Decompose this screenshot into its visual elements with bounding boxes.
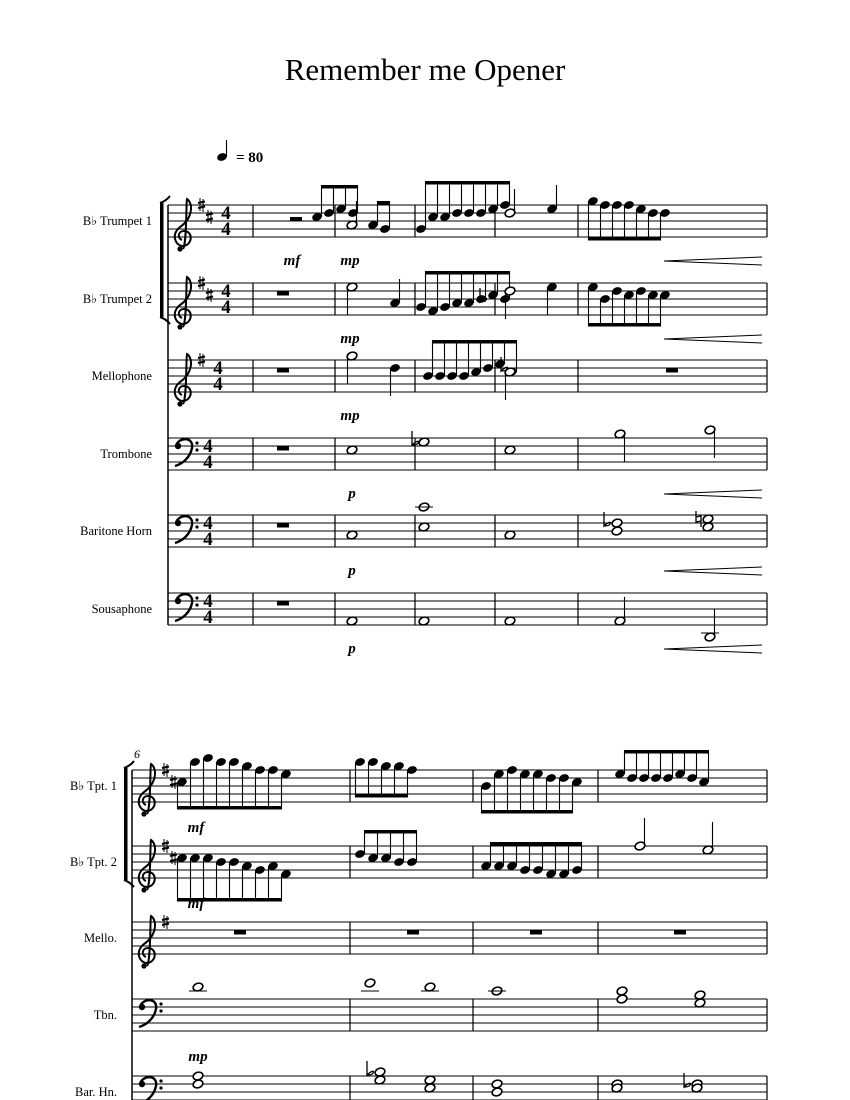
system-1 (80, 140, 767, 657)
time-signature (221, 281, 231, 318)
treble-clef-icon (175, 199, 191, 252)
whole-rest-icon (277, 446, 289, 451)
time-signature-denominator: 4 (203, 607, 213, 628)
whole-rest-icon (674, 930, 686, 935)
notehead (192, 1079, 204, 1089)
beam (365, 830, 417, 834)
time-signature (221, 203, 231, 240)
beam (378, 201, 390, 205)
flat-icon (684, 1073, 691, 1087)
time-signature (203, 513, 213, 550)
dynamic-marking: mp (188, 1049, 208, 1065)
flat-icon (367, 1061, 374, 1075)
bass-clef-icon (139, 1077, 163, 1100)
whole-rest-icon (277, 523, 289, 528)
treble-clef-icon (175, 277, 191, 330)
instrument-label: B♭ Trumpet 2 (82, 292, 152, 306)
beam (426, 181, 510, 185)
instrument-label: Sousaphone (91, 602, 152, 616)
instrument-label: B♭ Tpt. 1 (70, 779, 117, 793)
staff-1 (83, 198, 767, 252)
whole-rest-icon (290, 217, 302, 222)
sharp-icon (206, 210, 213, 224)
whole-rest-icon (234, 930, 246, 935)
measure-number: 6 (134, 747, 140, 761)
treble-clef-icon (139, 764, 155, 817)
beam (491, 842, 582, 846)
time-signature (203, 591, 213, 628)
staff-4 (100, 436, 767, 473)
notehead (364, 978, 376, 988)
score-title: Remember me Opener (284, 52, 566, 87)
sharp-icon (170, 775, 177, 789)
notehead (611, 526, 623, 536)
tempo-marking (216, 140, 263, 166)
staff-5 (75, 1076, 767, 1100)
crescendo-hairpin (664, 257, 762, 265)
time-signature (213, 358, 223, 395)
beam (322, 185, 358, 189)
flat-icon (604, 512, 611, 526)
instrument-label: B♭ Trumpet 1 (82, 214, 152, 228)
treble-clef-icon (175, 354, 191, 407)
time-signature-denominator: 4 (203, 529, 213, 550)
notehead (616, 994, 628, 1004)
treble-clef-icon (139, 840, 155, 893)
staff-4 (94, 999, 767, 1031)
dynamic-marking: p (348, 641, 356, 657)
whole-rest-icon (666, 368, 678, 373)
instrument-label: B♭ Tpt. 2 (70, 855, 117, 869)
time-signature-numerator: 4 (213, 358, 223, 379)
time-signature-denominator: 4 (221, 219, 231, 240)
instrument-label: Mellophone (91, 369, 152, 383)
whole-rest-icon (277, 368, 289, 373)
instrument-label: Baritone Horn (80, 524, 152, 538)
instrument-label: Trombone (100, 447, 152, 461)
beam (589, 237, 661, 241)
crescendo-hairpin (664, 567, 762, 575)
dynamic-marking: p (348, 563, 356, 579)
beam (356, 794, 408, 798)
beam (426, 271, 510, 275)
staff-6 (92, 591, 767, 628)
sharp-icon (170, 851, 177, 865)
natural-icon (696, 511, 701, 527)
beam (178, 806, 282, 810)
treble-clef-icon (139, 916, 155, 969)
staff-3 (92, 353, 767, 407)
whole-rest-icon (530, 930, 542, 935)
dynamic-marking: mp (340, 408, 360, 424)
time-signature-denominator: 4 (203, 452, 213, 473)
dynamic-marking: mf (187, 820, 205, 836)
time-signature-denominator: 4 (213, 374, 223, 395)
whole-rest-icon (277, 601, 289, 606)
staff-2 (83, 276, 767, 330)
tempo-text: = 80 (236, 150, 264, 166)
time-signature-denominator: 4 (221, 297, 231, 318)
dynamic-marking: p (348, 486, 356, 502)
staff-3 (84, 915, 767, 969)
whole-rest-icon (407, 930, 419, 935)
system-2 (70, 747, 767, 1100)
dynamic-marking: mf (283, 253, 301, 269)
crescendo-hairpin (664, 490, 762, 498)
instrument-label: Tbn. (93, 1008, 117, 1022)
instrument-label: Mello. (84, 931, 117, 945)
beam (589, 323, 661, 327)
dynamic-marking: mf (187, 896, 205, 912)
time-signature-numerator: 4 (203, 436, 213, 457)
instrument-label: Bar. Hn. (74, 1085, 117, 1099)
time-signature (203, 436, 213, 473)
dynamic-marking: mp (340, 331, 360, 347)
time-signature-numerator: 4 (221, 281, 231, 302)
beam (482, 810, 573, 814)
staff-2 (70, 839, 767, 893)
time-signature-numerator: 4 (203, 513, 213, 534)
notehead (491, 1087, 503, 1097)
sharp-icon (206, 288, 213, 302)
time-signature-numerator: 4 (221, 203, 231, 224)
crescendo-hairpin (664, 645, 762, 653)
time-signature-numerator: 4 (203, 591, 213, 612)
beam (433, 340, 517, 344)
whole-rest-icon (277, 291, 289, 296)
dynamic-marking: mp (340, 253, 360, 269)
crescendo-hairpin (664, 335, 762, 343)
beam (625, 750, 709, 754)
staff-1 (70, 763, 767, 817)
